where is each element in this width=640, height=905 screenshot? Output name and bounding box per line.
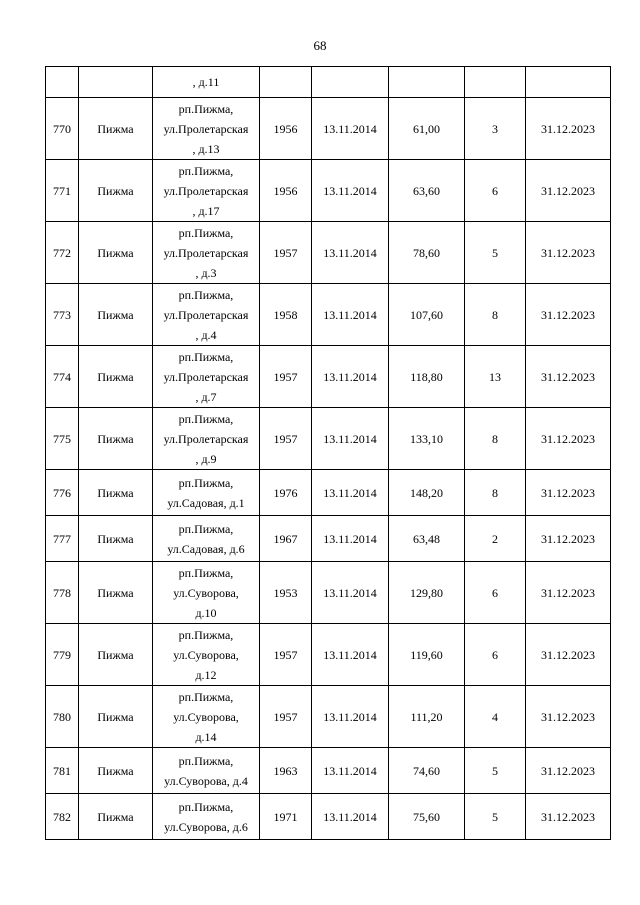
cell-year-text: 1953 (273, 585, 298, 600)
cell-date (312, 516, 389, 562)
cell-number-text: 780 (53, 709, 71, 724)
table-row (46, 686, 611, 748)
cell-area-text: 107,60 (410, 307, 443, 322)
address-line: рп.Пижма, (178, 287, 234, 302)
cell-year-text: 1963 (273, 763, 298, 778)
cell-area (389, 98, 465, 160)
cell-settlement (79, 408, 153, 470)
cell-count-text: 13 (489, 369, 501, 384)
table-row (46, 408, 611, 470)
cell-end-date (526, 284, 611, 346)
cell-date-text: 13.11.2014 (323, 809, 377, 824)
cell-area-text: 129,80 (410, 585, 443, 600)
address-line: ул.Пролетарская (163, 183, 249, 198)
address-line: рп.Пижма, (178, 799, 234, 814)
cell-year (260, 562, 312, 624)
cell-count-text: 6 (492, 183, 498, 198)
cell-settlement (79, 98, 153, 160)
cell-settlement (79, 686, 153, 748)
cell-area-text: 111,20 (410, 709, 443, 724)
cell-end-date-text: 31.12.2023 (541, 709, 595, 724)
cell-year (260, 160, 312, 222)
cell-end-date-text: 31.12.2023 (541, 531, 595, 546)
cell-settlement (79, 284, 153, 346)
cell-end-date-text: 31.12.2023 (541, 307, 595, 322)
table-row (46, 562, 611, 624)
cell-date (312, 160, 389, 222)
cell-count-text: 2 (492, 531, 498, 546)
cell-area-text: 61,00 (413, 121, 440, 136)
cell-number-text: 782 (53, 809, 71, 824)
cell-year (260, 408, 312, 470)
cell-address (153, 160, 260, 222)
cell-date-text: 13.11.2014 (323, 245, 377, 260)
cell-settlement-text: Пижма (97, 245, 134, 260)
cell-date (312, 346, 389, 408)
cell-number (46, 562, 79, 624)
cell-area (389, 222, 465, 284)
address-line: , д.11 (192, 75, 220, 89)
cell-area (389, 748, 465, 794)
address-line: рп.Пижма, (178, 565, 234, 580)
address-line: рп.Пижма, (178, 521, 234, 536)
address-line: ул.Садовая, д.6 (167, 541, 245, 556)
address-line: , д.13 (192, 141, 220, 156)
cell-number-text: 776 (53, 485, 71, 500)
cell-date-text: 13.11.2014 (323, 647, 377, 662)
cell-date (312, 562, 389, 624)
cell-area-text: 148,20 (410, 485, 443, 500)
cell-address (153, 222, 260, 284)
cell-settlement (79, 748, 153, 794)
cell-number (46, 284, 79, 346)
cell-number (46, 748, 79, 794)
cell-date (312, 408, 389, 470)
cell-year (260, 686, 312, 748)
cell-end-date-text: 31.12.2023 (541, 763, 595, 778)
cell-end-date-text: 31.12.2023 (541, 183, 595, 198)
cell-end-date (526, 562, 611, 624)
cell-number (46, 470, 79, 516)
cell-date-text: 13.11.2014 (323, 585, 377, 600)
address-line: ул.Суворова, (173, 647, 239, 662)
cell-year (260, 98, 312, 160)
table-body (46, 67, 611, 840)
cell-settlement-text: Пижма (97, 531, 134, 546)
cell-address (153, 284, 260, 346)
cell-settlement (79, 562, 153, 624)
cell-date (312, 222, 389, 284)
address-line: д.14 (195, 729, 217, 744)
cell-area (389, 408, 465, 470)
cell-end-date (526, 160, 611, 222)
cell-number-text: 771 (53, 183, 71, 198)
cell-address (153, 98, 260, 160)
address-line: ул.Суворова, (173, 585, 239, 600)
cell-number (46, 408, 79, 470)
cell-year (260, 470, 312, 516)
cell-number (46, 346, 79, 408)
cell-number-text: 781 (53, 763, 71, 778)
cell-year-text: 1956 (273, 121, 298, 136)
cell-end-date (526, 98, 611, 160)
table-row (46, 222, 611, 284)
cell-year (260, 67, 312, 98)
cell-count (465, 284, 526, 346)
address-line: рп.Пижма, (178, 225, 234, 240)
cell-settlement (79, 346, 153, 408)
cell-address (153, 748, 260, 794)
cell-year-text: 1971 (273, 809, 298, 824)
cell-end-date (526, 67, 611, 98)
cell-address (153, 686, 260, 748)
cell-address (153, 67, 260, 98)
cell-number-text: 773 (53, 307, 71, 322)
table-row (46, 98, 611, 160)
address-line: рп.Пижма, (178, 163, 234, 178)
table-row (46, 794, 611, 840)
cell-end-date (526, 516, 611, 562)
table-row (46, 160, 611, 222)
housing-register-table (45, 66, 611, 840)
cell-count-text: 5 (492, 809, 498, 824)
table-row (46, 516, 611, 562)
cell-number (46, 794, 79, 840)
cell-area (389, 562, 465, 624)
address-line: рп.Пижма, (178, 475, 234, 490)
cell-settlement-text: Пижма (97, 809, 134, 824)
cell-date (312, 748, 389, 794)
cell-count-text: 5 (492, 245, 498, 260)
cell-end-date-text: 31.12.2023 (541, 121, 595, 136)
cell-end-date-text: 31.12.2023 (541, 809, 595, 824)
address-line: ул.Суворова, д.4 (164, 773, 248, 788)
page-number: 68 (313, 38, 327, 53)
cell-date-text: 13.11.2014 (323, 121, 377, 136)
address-line: ул.Пролетарская (163, 431, 249, 446)
cell-end-date-text: 31.12.2023 (541, 369, 595, 384)
cell-address (153, 794, 260, 840)
cell-year-text: 1957 (273, 709, 298, 724)
cell-area-text: 63,60 (413, 183, 440, 198)
cell-count (465, 470, 526, 516)
cell-number (46, 222, 79, 284)
cell-count (465, 562, 526, 624)
cell-area-text: 75,60 (413, 809, 440, 824)
cell-year-text: 1976 (273, 485, 298, 500)
cell-count (465, 748, 526, 794)
cell-year (260, 284, 312, 346)
address-line: , д.4 (195, 327, 217, 342)
cell-count-text: 6 (492, 585, 498, 600)
cell-area (389, 346, 465, 408)
cell-end-date (526, 346, 611, 408)
cell-area-text: 78,60 (413, 245, 440, 260)
table-row (46, 748, 611, 794)
cell-count (465, 408, 526, 470)
cell-end-date-text: 31.12.2023 (541, 431, 595, 446)
cell-area-text: 74,60 (413, 763, 440, 778)
cell-date-text: 13.11.2014 (323, 709, 377, 724)
address-line: рп.Пижма, (178, 101, 234, 116)
cell-address (153, 516, 260, 562)
cell-end-date-text: 31.12.2023 (541, 485, 595, 500)
cell-count (465, 794, 526, 840)
cell-date (312, 624, 389, 686)
cell-count (465, 98, 526, 160)
cell-date-text: 13.11.2014 (323, 183, 377, 198)
cell-end-date (526, 748, 611, 794)
cell-year (260, 794, 312, 840)
cell-date-text: 13.11.2014 (323, 485, 377, 500)
cell-end-date (526, 408, 611, 470)
address-line: ул.Пролетарская (163, 369, 249, 384)
table-row-continuation (46, 67, 611, 98)
address-line: , д.3 (195, 265, 217, 280)
cell-number (46, 160, 79, 222)
cell-address (153, 346, 260, 408)
cell-settlement-text: Пижма (97, 121, 134, 136)
cell-year (260, 346, 312, 408)
cell-count (465, 160, 526, 222)
cell-settlement-text: Пижма (97, 763, 134, 778)
address-line: рп.Пижма, (178, 627, 234, 642)
cell-number-text: 770 (53, 121, 71, 136)
cell-date (312, 67, 389, 98)
cell-settlement-text: Пижма (97, 431, 134, 446)
cell-number (46, 67, 79, 98)
table-row (46, 470, 611, 516)
address-line: , д.17 (192, 203, 220, 218)
cell-year (260, 624, 312, 686)
cell-area-text: 63,48 (413, 531, 440, 546)
cell-settlement (79, 222, 153, 284)
cell-number (46, 98, 79, 160)
cell-count (465, 624, 526, 686)
cell-end-date (526, 686, 611, 748)
cell-address (153, 470, 260, 516)
address-line: д.12 (195, 667, 217, 682)
cell-area-text: 119,60 (410, 647, 443, 662)
cell-date (312, 98, 389, 160)
address-line: ул.Пролетарская (163, 245, 249, 260)
cell-year (260, 222, 312, 284)
cell-year-text: 1957 (273, 245, 298, 260)
cell-area (389, 794, 465, 840)
cell-address (153, 624, 260, 686)
table-row (46, 284, 611, 346)
cell-settlement-text: Пижма (97, 369, 134, 384)
address-line: ул.Суворова, д.6 (164, 819, 248, 834)
cell-number-text: 778 (53, 585, 71, 600)
cell-settlement-text: Пижма (97, 709, 134, 724)
cell-count-text: 8 (492, 485, 498, 500)
cell-year-text: 1956 (273, 183, 298, 198)
cell-number-text: 777 (53, 531, 71, 546)
cell-count-text: 3 (492, 121, 498, 136)
cell-date-text: 13.11.2014 (323, 763, 377, 778)
cell-number (46, 624, 79, 686)
address-line: , д.9 (195, 451, 217, 466)
address-line: , д.7 (195, 389, 217, 404)
cell-count-text: 6 (492, 647, 498, 662)
address-line: ул.Пролетарская (163, 121, 249, 136)
cell-count-text: 8 (492, 307, 498, 322)
cell-date-text: 13.11.2014 (323, 431, 377, 446)
cell-date (312, 686, 389, 748)
cell-date (312, 470, 389, 516)
address-line: рп.Пижма, (178, 349, 234, 364)
cell-year (260, 748, 312, 794)
cell-area (389, 67, 465, 98)
address-line: д.10 (195, 605, 217, 620)
address-line: ул.Пролетарская (163, 307, 249, 322)
table-row (46, 624, 611, 686)
address-line: ул.Садовая, д.1 (167, 495, 245, 510)
cell-number-text: 779 (53, 647, 71, 662)
cell-number-text: 774 (53, 369, 71, 384)
address-line: рп.Пижма, (178, 753, 234, 768)
cell-area (389, 516, 465, 562)
cell-number-text: 775 (53, 431, 71, 446)
cell-end-date-text: 31.12.2023 (541, 585, 595, 600)
cell-count (465, 346, 526, 408)
cell-settlement-text: Пижма (97, 307, 134, 322)
cell-area-text: 118,80 (410, 369, 443, 384)
cell-end-date (526, 222, 611, 284)
cell-end-date (526, 624, 611, 686)
address-line: рп.Пижма, (178, 411, 234, 426)
address-line: рп.Пижма, (178, 689, 234, 704)
cell-count (465, 686, 526, 748)
cell-area (389, 160, 465, 222)
cell-end-date-text: 31.12.2023 (541, 647, 595, 662)
cell-date (312, 284, 389, 346)
table-row (46, 346, 611, 408)
cell-settlement-text: Пижма (97, 585, 134, 600)
cell-address (153, 562, 260, 624)
cell-settlement (79, 470, 153, 516)
cell-settlement (79, 67, 153, 98)
cell-date-text: 13.11.2014 (323, 369, 377, 384)
cell-year (260, 516, 312, 562)
cell-year-text: 1958 (273, 307, 298, 322)
cell-end-date-text: 31.12.2023 (541, 245, 595, 260)
cell-settlement (79, 160, 153, 222)
cell-area (389, 470, 465, 516)
cell-date-text: 13.11.2014 (323, 531, 377, 546)
cell-area-text: 133,10 (410, 431, 443, 446)
cell-count (465, 222, 526, 284)
cell-count (465, 516, 526, 562)
cell-count-text: 8 (492, 431, 498, 446)
cell-settlement (79, 794, 153, 840)
cell-end-date (526, 470, 611, 516)
cell-area (389, 624, 465, 686)
cell-count (465, 67, 526, 98)
cell-settlement-text: Пижма (97, 485, 134, 500)
cell-number-text: 772 (53, 245, 71, 260)
cell-address (153, 408, 260, 470)
cell-settlement-text: Пижма (97, 647, 134, 662)
cell-year-text: 1957 (273, 431, 298, 446)
address-line: ул.Суворова, (173, 709, 239, 724)
cell-date-text: 13.11.2014 (323, 307, 377, 322)
cell-count-text: 5 (492, 763, 498, 778)
cell-end-date (526, 794, 611, 840)
cell-settlement-text: Пижма (97, 183, 134, 198)
cell-settlement (79, 624, 153, 686)
cell-date (312, 794, 389, 840)
cell-area (389, 686, 465, 748)
cell-count-text: 4 (492, 709, 498, 724)
cell-year-text: 1967 (273, 531, 298, 546)
cell-number (46, 516, 79, 562)
cell-year-text: 1957 (273, 647, 298, 662)
cell-number (46, 686, 79, 748)
cell-year-text: 1957 (273, 369, 298, 384)
cell-settlement (79, 516, 153, 562)
cell-area (389, 284, 465, 346)
